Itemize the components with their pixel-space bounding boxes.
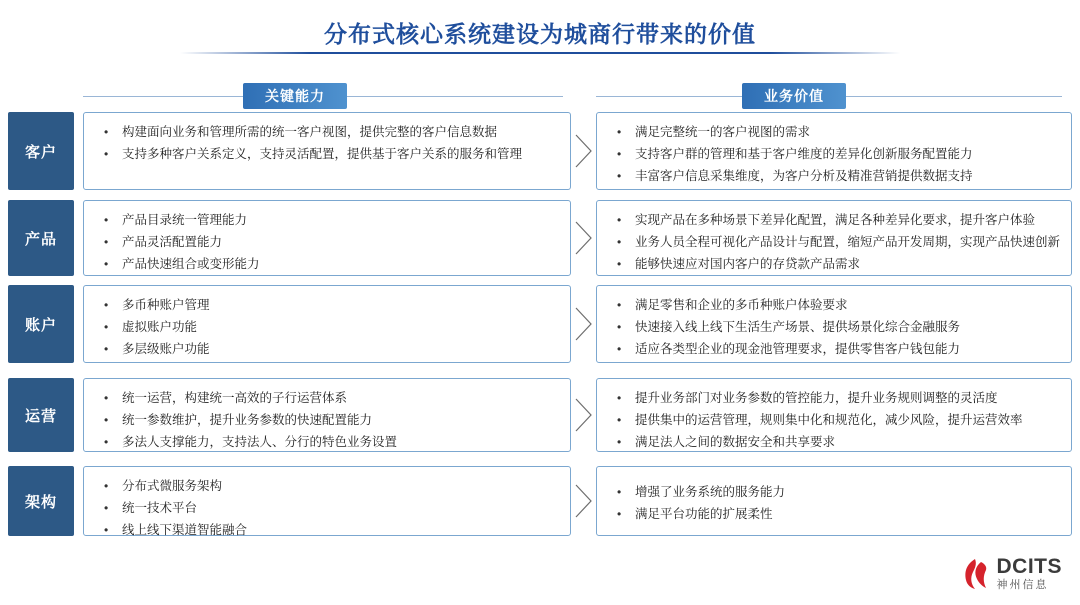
flow-arrow-icon (574, 306, 594, 342)
page-title-text: 分布式核心系统建设为城商行带来的价值 (324, 20, 756, 47)
value-box-0 (596, 112, 1072, 190)
logo-text-block (997, 556, 1063, 591)
value-box-2 (596, 285, 1072, 363)
flow-arrow-icon (574, 220, 594, 256)
capability-box-3 (83, 378, 571, 452)
list-item: • 满足法人之间的数据安全和共享要求 (607, 431, 1061, 453)
row-label-1: 产品 (8, 200, 74, 276)
list-item: • 统一参数维护，提升业务参数的快速配置能力 (94, 409, 560, 431)
logo-sub-text: 神州信息 (996, 579, 1049, 591)
list-item: • 统一技术平台 (94, 497, 560, 519)
list-item: • 业务人员全程可视化产品设计与配置，缩短产品开发周期，实现产品快速创新 (607, 231, 1061, 253)
flow-arrow-icon (574, 483, 594, 519)
title-divider (180, 52, 900, 54)
row-label-3: 运营 (8, 378, 74, 452)
flow-arrow-icon (574, 133, 594, 169)
list-item: • 适应各类型企业的现金池管理要求，提供零售客户钱包能力 (607, 338, 1061, 360)
list-item: • 产品快速组合或变形能力 (94, 253, 560, 275)
page-title (0, 10, 1080, 54)
list-item: • 虚拟账户功能 (94, 316, 560, 338)
value-header-rule-left (596, 96, 742, 97)
list-item: • 多层级账户功能 (94, 338, 560, 360)
logo-main-text: DCITS (996, 555, 1062, 578)
company-logo (961, 556, 1063, 591)
diagram-row (8, 466, 1072, 536)
list-item: • 多币种账户管理 (94, 294, 560, 316)
row-label-4: 架构 (8, 466, 74, 536)
capability-column-header: 关键能力 (243, 83, 347, 109)
list-item: • 支持多种客户关系定义，支持灵活配置，提供基于客户关系的服务和管理 (94, 143, 560, 165)
list-item: • 满足零售和企业的多币种账户体验要求 (607, 294, 1061, 316)
value-column-header: 业务价值 (742, 83, 846, 109)
diagram-row (8, 112, 1072, 190)
capability-box-2 (83, 285, 571, 363)
list-item: • 产品灵活配置能力 (94, 231, 560, 253)
list-item: • 满足平台功能的扩展柔性 (607, 503, 1061, 525)
list-item: • 丰富客户信息采集维度，为客户分析及精准营销提供数据支持 (607, 165, 1061, 187)
list-item: • 实现产品在多种场景下差异化配置，满足各种差异化要求，提升客户体验 (607, 209, 1061, 231)
diagram-row (8, 378, 1072, 452)
list-item: • 快速接入线上线下生活生产场景、提供场景化综合金融服务 (607, 316, 1061, 338)
row-label-2: 账户 (8, 285, 74, 363)
diagram-row (8, 285, 1072, 363)
flow-arrow-icon (574, 397, 594, 433)
value-box-1 (596, 200, 1072, 276)
list-item: • 分布式微服务架构 (94, 475, 560, 497)
dcits-mark-icon (961, 558, 991, 590)
capability-header-rule-right (347, 96, 563, 97)
diagram-row (8, 200, 1072, 276)
value-box-3 (596, 378, 1072, 452)
value-header-rule-right (846, 96, 1062, 97)
list-item: • 增强了业务系统的服务能力 (607, 481, 1061, 503)
list-item: • 构建面向业务和管理所需的统一客户视图，提供完整的客户信息数据 (94, 121, 560, 143)
capability-box-1 (83, 200, 571, 276)
list-item: • 产品目录统一管理能力 (94, 209, 560, 231)
capability-box-4 (83, 466, 571, 536)
value-box-4 (596, 466, 1072, 536)
list-item: • 支持客户群的管理和基于客户维度的差异化创新服务配置能力 (607, 143, 1061, 165)
list-item: • 统一运营，构建统一高效的子行运营体系 (94, 387, 560, 409)
row-label-0: 客户 (8, 112, 74, 190)
list-item: • 多法人支撑能力，支持法人、分行的特色业务设置 (94, 431, 560, 453)
list-item: • 提升业务部门对业务参数的管控能力，提升业务规则调整的灵活度 (607, 387, 1061, 409)
capability-header-rule-left (83, 96, 243, 97)
list-item: • 能够快速应对国内客户的存贷款产品需求 (607, 253, 1061, 275)
list-item: • 提供集中的运营管理，规则集中化和规范化，减少风险，提升运营效率 (607, 409, 1061, 431)
list-item: • 线上线下渠道智能融合 (94, 519, 560, 541)
capability-box-0 (83, 112, 571, 190)
list-item: • 满足完整统一的客户视图的需求 (607, 121, 1061, 143)
